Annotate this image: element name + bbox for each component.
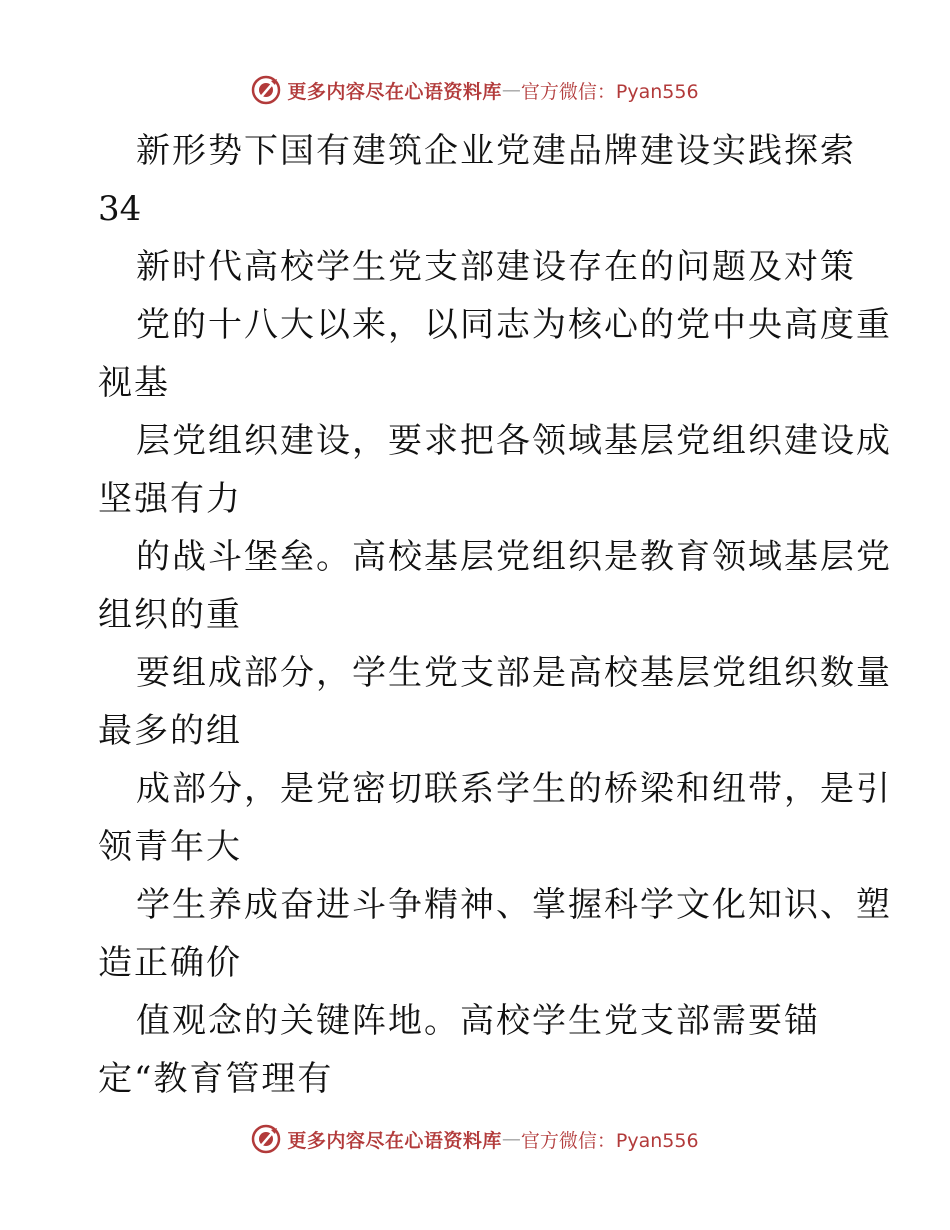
text-line: 坚强有力 <box>98 479 242 519</box>
text-line: 最多的组 <box>98 711 242 751</box>
text-line: 党的十八大以来，以同志为核心的党中央高度重 <box>136 305 892 345</box>
footer-banner <box>0 1119 950 1159</box>
banner-title: 更多内容尽在心语资料库 <box>287 80 502 103</box>
text-line: 34 <box>98 189 142 229</box>
text-line: 层党组织建设，要求把各领域基层党组织建设成 <box>136 421 892 461</box>
text-line: 造正确价 <box>98 943 242 983</box>
banner-dash: — <box>501 79 521 101</box>
stamp-logo-icon <box>251 1124 281 1154</box>
text-line: 视基 <box>98 363 170 403</box>
header-banner <box>0 70 950 110</box>
text-line: 要组成部分，学生党支部是高校基层党组织数量 <box>136 653 892 693</box>
text-line: 新时代高校学生党支部建设存在的问题及对策 <box>136 247 856 287</box>
document-body <box>98 122 892 1108</box>
banner-wechat: 官方微信：Pyan556 <box>520 1129 699 1152</box>
text-line: 成部分，是党密切联系学生的桥梁和纽带，是引 <box>136 769 892 809</box>
text-line: 的战斗堡垒。高校基层党组织是教育领域基层党 <box>136 537 892 577</box>
text-line: 定“教育管理有 <box>98 1059 334 1099</box>
banner-title: 更多内容尽在心语资料库 <box>287 1129 502 1152</box>
banner-dash: — <box>501 1128 521 1150</box>
banner-wechat: 官方微信：Pyan556 <box>520 80 699 103</box>
text-line: 领青年大 <box>98 827 242 867</box>
text-line: 组织的重 <box>98 595 242 635</box>
stamp-logo-icon <box>251 75 281 105</box>
text-line: 新形势下国有建筑企业党建品牌建设实践探索 <box>136 131 856 171</box>
text-line: 学生养成奋进斗争精神、掌握科学文化知识、塑 <box>136 885 892 925</box>
text-line: 值观念的关键阵地。高校学生党支部需要锚 <box>136 1001 820 1041</box>
